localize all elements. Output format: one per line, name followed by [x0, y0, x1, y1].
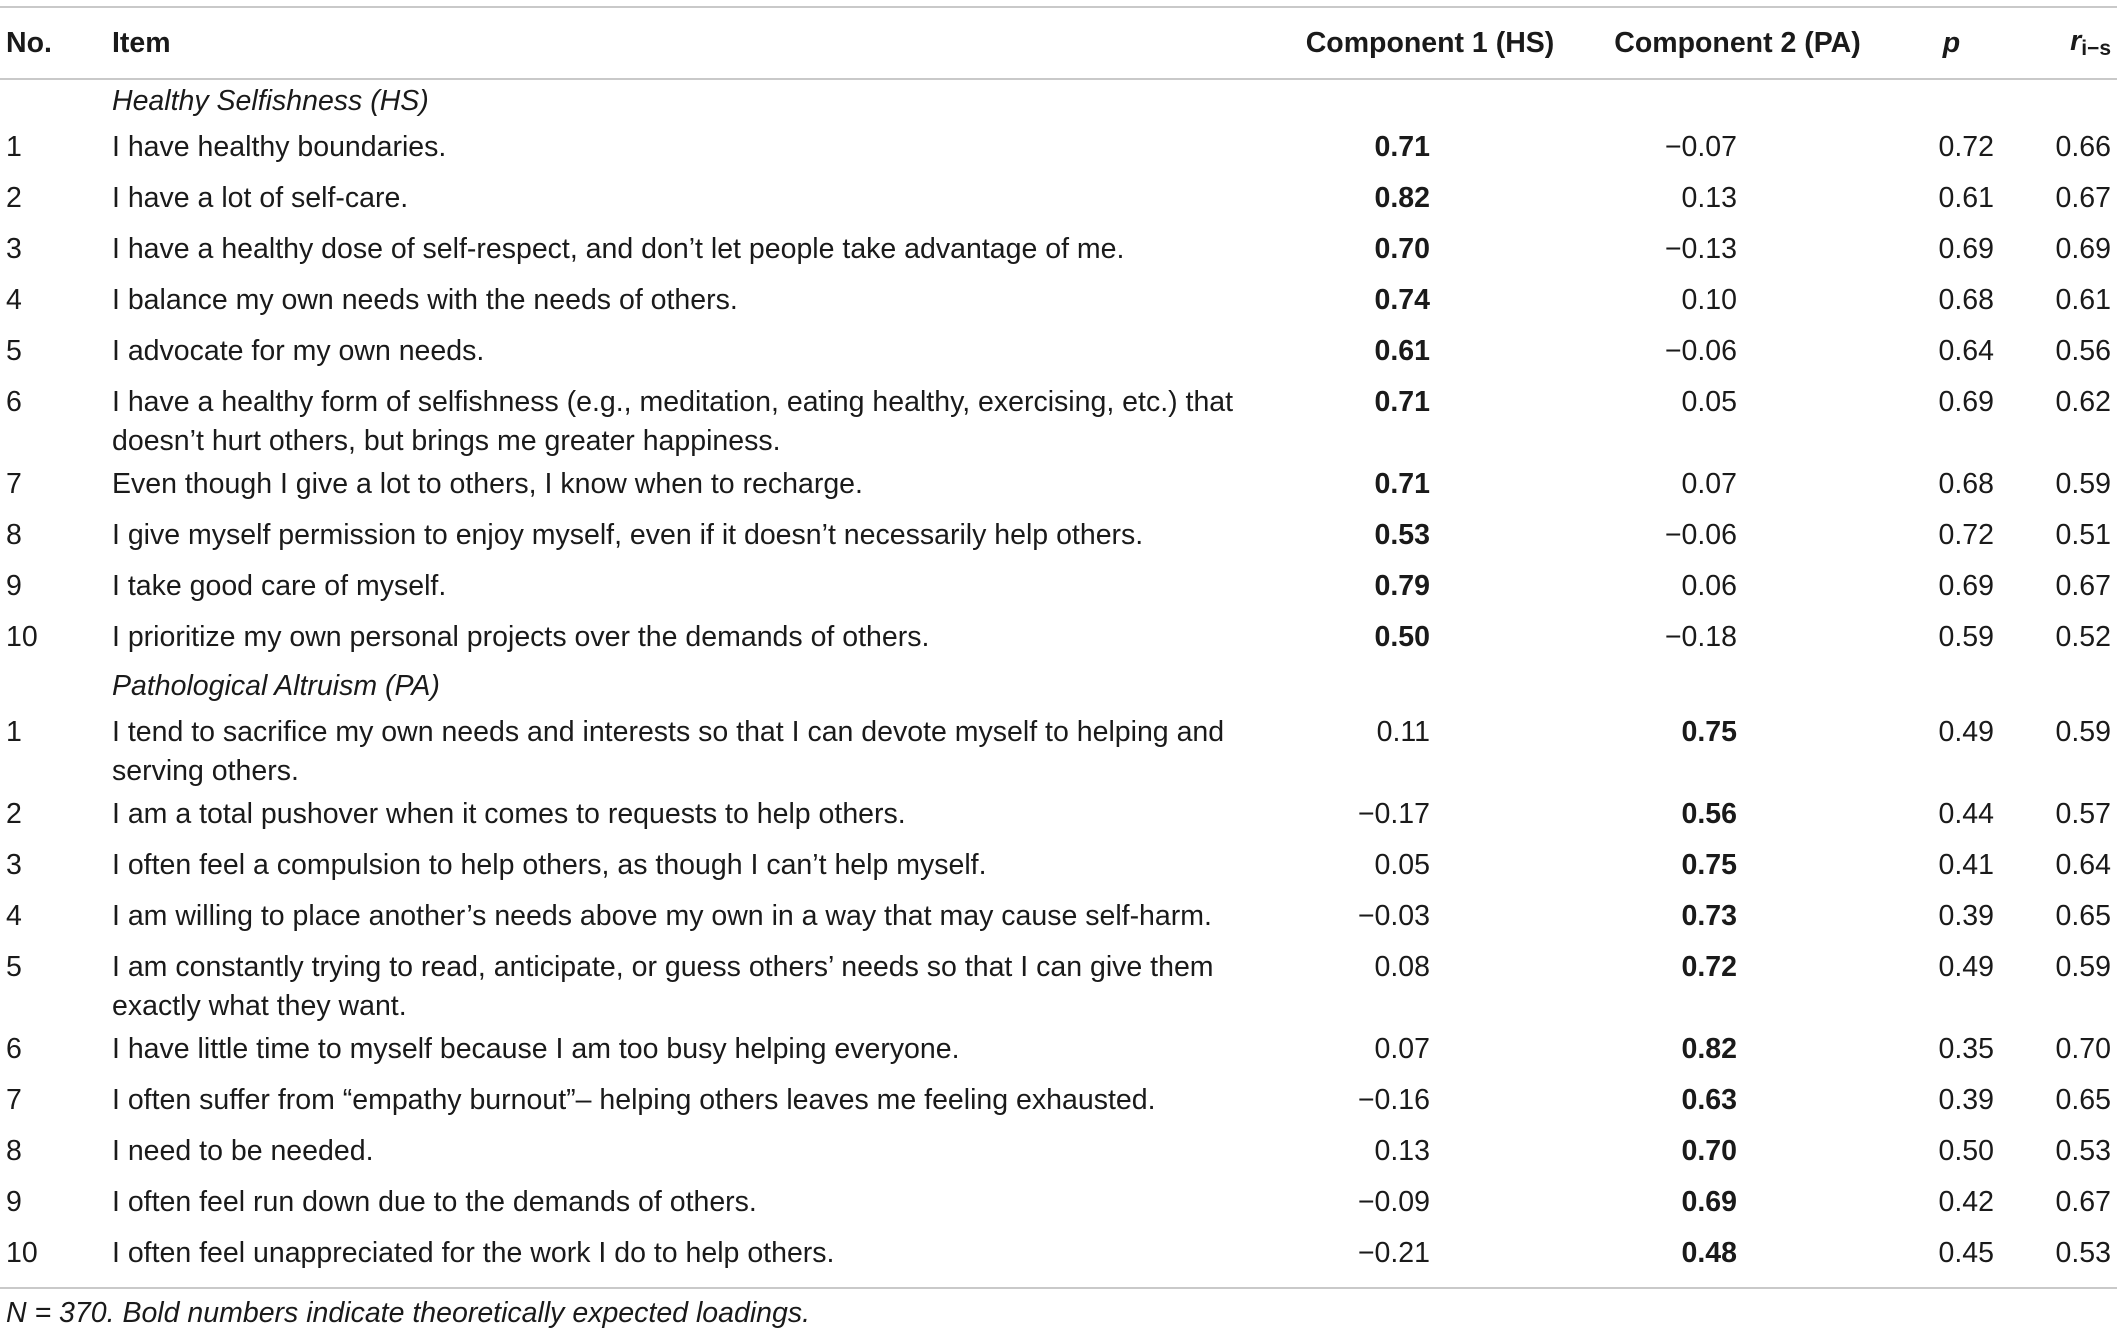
cell-component-1: 0.71	[1374, 386, 1430, 418]
header-component-2: Component 2 (PA)	[1614, 26, 1861, 59]
header-item: Item	[112, 26, 171, 59]
cell-r-is: 0.56	[2055, 335, 2111, 367]
cell-no: 1	[6, 131, 22, 163]
cell-component-1: −0.03	[1357, 900, 1430, 932]
cell-component-2: 0.06	[1681, 570, 1737, 602]
cell-item: I advocate for my own needs.	[112, 335, 485, 367]
table-row	[0, 512, 2117, 563]
table-row	[0, 461, 2117, 512]
cell-p: 0.69	[1938, 233, 1994, 265]
section-title: Healthy Selfishness (HS)	[112, 85, 429, 117]
table-row	[0, 944, 2117, 1026]
cell-no: 7	[6, 468, 22, 500]
cell-item: I often feel run down due to the demands of others.	[112, 1186, 757, 1218]
cell-item: I have little time to myself because I am too busy helping everyone.	[112, 1033, 960, 1065]
cell-component-2: 0.73	[1681, 900, 1737, 932]
table-row	[0, 563, 2117, 614]
cell-p: 0.64	[1938, 335, 1994, 367]
cell-r-is: 0.70	[2055, 1033, 2111, 1065]
cell-component-2: 0.48	[1681, 1237, 1737, 1269]
cell-item: I have a healthy dose of self-respect, and don’t let people take advantage of me.	[112, 233, 1125, 265]
cell-no: 3	[6, 233, 22, 265]
cell-item: I am a total pushover when it comes to requests to help others.	[112, 798, 906, 830]
cell-p: 0.35	[1938, 1033, 1994, 1065]
cell-p: 0.68	[1938, 468, 1994, 500]
cell-item: I balance my own needs with the needs of others.	[112, 284, 738, 316]
cell-p: 0.69	[1938, 386, 1994, 418]
cell-item: I am constantly trying to read, anticipate, or guess others’ needs so that I can give them exactly what they want.	[112, 951, 1214, 1022]
cell-no: 2	[6, 182, 22, 214]
table-row	[0, 277, 2117, 328]
table-note: N = 370. Bold numbers indicate theoretically expected loadings.	[6, 1297, 811, 1329]
cell-component-2: −0.06	[1664, 335, 1737, 367]
cell-component-2: 0.72	[1681, 951, 1737, 983]
cell-r-is: 0.59	[2055, 716, 2111, 748]
cell-item: I tend to sacrifice my own needs and interests so that I can devote myself to helping and serving others.	[112, 716, 1225, 787]
cell-item: I have a healthy form of selfishness (e.g., meditation, eating healthy, exercising, etc.) that doesn’t hurt others, but brings me greater happiness.	[112, 386, 1234, 457]
cell-no: 10	[6, 621, 38, 653]
cell-item: I take good care of myself.	[112, 570, 447, 602]
cell-item: I give myself permission to enjoy myself, even if it doesn’t necessarily help others.	[112, 519, 1144, 551]
cell-item: I often suffer from “empathy burnout”– helping others leaves me feeling exhausted.	[112, 1084, 1156, 1116]
cell-component-2: 0.82	[1681, 1033, 1737, 1065]
cell-component-2: −0.13	[1664, 233, 1737, 265]
cell-no: 8	[6, 1135, 22, 1167]
cell-component-2: −0.18	[1664, 621, 1737, 653]
cell-no: 1	[6, 716, 22, 748]
cell-r-is: 0.65	[2055, 1084, 2111, 1116]
cell-p: 0.59	[1938, 621, 1994, 653]
cell-component-1: 0.71	[1374, 131, 1430, 163]
header-no: No.	[6, 26, 52, 59]
table-row	[0, 226, 2117, 277]
cell-component-2: 0.10	[1681, 284, 1737, 316]
table-row	[0, 175, 2117, 226]
cell-component-1: −0.09	[1357, 1186, 1430, 1218]
cell-r-is: 0.62	[2055, 386, 2111, 418]
cell-r-is: 0.52	[2055, 621, 2111, 653]
cell-item: I need to be needed.	[112, 1135, 374, 1167]
cell-no: 7	[6, 1084, 22, 1116]
cell-r-is: 0.66	[2055, 131, 2111, 163]
cell-no: 2	[6, 798, 22, 830]
header-r-subscript: i−s	[2081, 37, 2111, 60]
cell-component-1: −0.21	[1357, 1237, 1430, 1269]
cell-no: 9	[6, 1186, 22, 1218]
bottom-rule	[0, 1287, 2117, 1289]
cell-no: 5	[6, 335, 22, 367]
cell-component-2: 0.75	[1681, 849, 1737, 881]
cell-item: I have healthy boundaries.	[112, 131, 447, 163]
cell-no: 9	[6, 570, 22, 602]
cell-component-1: 0.79	[1374, 570, 1430, 602]
cell-item: I prioritize my own personal projects over the demands of others.	[112, 621, 930, 653]
cell-component-1: 0.82	[1374, 182, 1430, 214]
cell-component-2: 0.05	[1681, 386, 1737, 418]
cell-p: 0.68	[1938, 284, 1994, 316]
cell-component-2: 0.69	[1681, 1186, 1737, 1218]
loadings-table	[0, 8, 2117, 1287]
cell-r-is: 0.61	[2055, 284, 2111, 316]
loadings-table-container	[0, 6, 2117, 1330]
cell-no: 10	[6, 1237, 38, 1269]
header-component-1: Component 1 (HS)	[1305, 26, 1555, 59]
header-p: p	[1942, 26, 1961, 59]
cell-p: 0.72	[1938, 131, 1994, 163]
cell-r-is: 0.53	[2055, 1237, 2111, 1269]
header-r-symbol: r	[2070, 25, 2082, 57]
cell-p: 0.39	[1938, 900, 1994, 932]
table-row	[0, 1128, 2117, 1179]
cell-p: 0.69	[1938, 570, 1994, 602]
table-row	[0, 379, 2117, 461]
section-row	[0, 665, 2117, 709]
table-row	[0, 893, 2117, 944]
cell-item: I am willing to place another’s needs above my own in a way that may cause self-harm.	[112, 900, 1212, 932]
cell-component-2: 0.56	[1681, 798, 1737, 830]
cell-item: I often feel a compulsion to help others, as though I can’t help myself.	[112, 849, 987, 881]
cell-component-1: 0.74	[1374, 284, 1430, 316]
cell-component-1: 0.13	[1374, 1135, 1430, 1167]
cell-component-2: 0.07	[1681, 468, 1737, 500]
cell-component-1: 0.70	[1374, 233, 1430, 265]
cell-r-is: 0.65	[2055, 900, 2111, 932]
cell-p: 0.39	[1938, 1084, 1994, 1116]
cell-component-2: 0.70	[1681, 1135, 1737, 1167]
section-spacer	[0, 80, 112, 124]
cell-r-is: 0.59	[2055, 951, 2111, 983]
cell-component-1: −0.16	[1357, 1084, 1430, 1116]
cell-r-is: 0.67	[2055, 182, 2111, 214]
cell-p: 0.49	[1938, 716, 1994, 748]
cell-component-1: 0.07	[1374, 1033, 1430, 1065]
cell-no: 6	[6, 386, 22, 418]
cell-component-2: 0.63	[1681, 1084, 1737, 1116]
section-row	[0, 80, 2117, 124]
table-row	[0, 1026, 2117, 1077]
cell-no: 5	[6, 951, 22, 983]
cell-p: 0.49	[1938, 951, 1994, 983]
cell-p: 0.61	[1938, 182, 1994, 214]
table-row	[0, 614, 2117, 665]
cell-component-2: 0.75	[1681, 716, 1737, 748]
cell-p: 0.41	[1938, 849, 1994, 881]
cell-item: I often feel unappreciated for the work I do to help others.	[112, 1237, 835, 1269]
cell-no: 4	[6, 284, 22, 316]
section-title: Pathological Altruism (PA)	[112, 670, 440, 702]
cell-component-2: −0.06	[1664, 519, 1737, 551]
cell-p: 0.72	[1938, 519, 1994, 551]
cell-p: 0.42	[1938, 1186, 1994, 1218]
table-row	[0, 1077, 2117, 1128]
cell-component-2: 0.13	[1681, 182, 1737, 214]
cell-component-1: −0.17	[1357, 798, 1430, 830]
header-r-is	[2008, 8, 2117, 78]
cell-component-1: 0.08	[1374, 951, 1430, 983]
cell-component-1: 0.71	[1374, 468, 1430, 500]
cell-p: 0.44	[1938, 798, 1994, 830]
table-row	[0, 124, 2117, 175]
table-row	[0, 328, 2117, 379]
cell-r-is: 0.67	[2055, 1186, 2111, 1218]
table-row	[0, 1230, 2117, 1287]
cell-r-is: 0.59	[2055, 468, 2111, 500]
cell-p: 0.50	[1938, 1135, 1994, 1167]
cell-no: 6	[6, 1033, 22, 1065]
cell-component-1: 0.05	[1374, 849, 1430, 881]
cell-p: 0.45	[1938, 1237, 1994, 1269]
cell-component-1: 0.61	[1374, 335, 1430, 367]
cell-r-is: 0.67	[2055, 570, 2111, 602]
cell-component-1: 0.53	[1374, 519, 1430, 551]
table-row	[0, 709, 2117, 791]
cell-component-1: 0.11	[1376, 716, 1430, 748]
cell-r-is: 0.53	[2055, 1135, 2111, 1167]
table-row	[0, 842, 2117, 893]
section-spacer	[0, 665, 112, 709]
table-body	[0, 80, 2117, 1287]
cell-no: 3	[6, 849, 22, 881]
cell-item: I have a lot of self-care.	[112, 182, 409, 214]
cell-r-is: 0.69	[2055, 233, 2111, 265]
table-row	[0, 791, 2117, 842]
cell-no: 8	[6, 519, 22, 551]
cell-r-is: 0.51	[2055, 519, 2111, 551]
cell-component-1: 0.50	[1374, 621, 1430, 653]
cell-no: 4	[6, 900, 22, 932]
table-row	[0, 1179, 2117, 1230]
cell-r-is: 0.64	[2055, 849, 2111, 881]
cell-component-2: −0.07	[1664, 131, 1737, 163]
cell-item: Even though I give a lot to others, I know when to recharge.	[112, 468, 863, 500]
cell-r-is: 0.57	[2055, 798, 2111, 830]
table-header	[0, 8, 2117, 80]
